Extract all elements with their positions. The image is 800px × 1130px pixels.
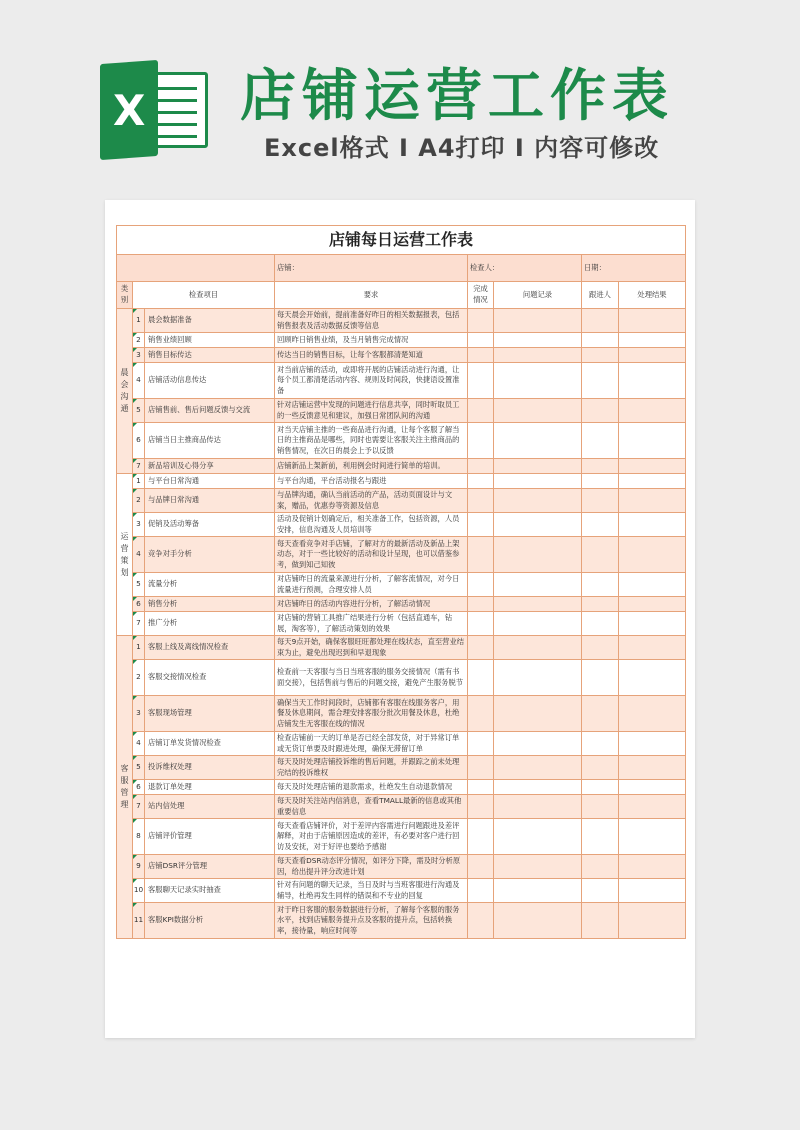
row-number: 10 xyxy=(133,879,145,903)
row-number: 6 xyxy=(133,423,145,459)
follower-cell[interactable] xyxy=(582,855,619,879)
table-row xyxy=(117,756,686,780)
issues-cell[interactable] xyxy=(494,474,582,489)
result-cell[interactable] xyxy=(619,780,686,795)
requirement-cell: 每天及时处理店铺投诉维的售后问题，并跟踪之前未处理完结的投诉维权 xyxy=(275,756,468,780)
item-cell: 店铺活动信息传达 xyxy=(145,363,275,399)
issues-cell[interactable] xyxy=(494,333,582,348)
item-cell: 销售分析 xyxy=(145,597,275,612)
requirement-cell: 每天查看店铺评价，对于差评内容需进行问题跟进及差评解释，对由于店铺原因造成的差评，有必要对客户进行回访及安抚，对于好评也要给予感谢 xyxy=(275,819,468,855)
status-cell[interactable] xyxy=(468,333,494,348)
col-item: 检查项目 xyxy=(133,282,275,309)
row-number: 2 xyxy=(133,333,145,348)
item-cell: 客服交接情况检查 xyxy=(145,660,275,696)
issues-cell[interactable] xyxy=(494,780,582,795)
issues-cell[interactable] xyxy=(494,732,582,756)
row-number: 5 xyxy=(133,756,145,780)
col-requirement: 要求 xyxy=(275,282,468,309)
requirement-cell: 与平台沟通，平台活动报名与跟进 xyxy=(275,474,468,489)
table-row xyxy=(117,795,686,819)
result-cell[interactable] xyxy=(619,423,686,459)
row-number: 1 xyxy=(133,309,145,333)
category-cell: 客服管理 xyxy=(117,636,133,939)
status-cell[interactable] xyxy=(468,489,494,513)
issues-cell[interactable] xyxy=(494,363,582,399)
follower-cell[interactable] xyxy=(582,348,619,363)
status-cell[interactable] xyxy=(468,309,494,333)
follower-cell[interactable] xyxy=(582,732,619,756)
status-cell[interactable] xyxy=(468,795,494,819)
item-cell: 推广分析 xyxy=(145,612,275,636)
row-number: 3 xyxy=(133,696,145,732)
result-cell[interactable] xyxy=(619,489,686,513)
row-number: 4 xyxy=(133,732,145,756)
result-cell[interactable] xyxy=(619,309,686,333)
follower-cell[interactable] xyxy=(582,597,619,612)
item-cell: 站内信处理 xyxy=(145,795,275,819)
result-cell[interactable] xyxy=(619,756,686,780)
col-category: 类别 xyxy=(117,282,133,309)
issues-cell[interactable] xyxy=(494,489,582,513)
date-label[interactable]: 日期： xyxy=(582,255,686,282)
result-cell[interactable] xyxy=(619,333,686,348)
issues-cell[interactable] xyxy=(494,879,582,903)
item-cell: 流量分析 xyxy=(145,573,275,597)
table-row xyxy=(117,309,686,333)
issues-cell[interactable] xyxy=(494,819,582,855)
row-number: 7 xyxy=(133,612,145,636)
result-cell[interactable] xyxy=(619,903,686,939)
issues-cell[interactable] xyxy=(494,636,582,660)
item-cell: 新品培训及心得分享 xyxy=(145,459,275,474)
table-row xyxy=(117,459,686,474)
follower-cell[interactable] xyxy=(582,795,619,819)
issues-cell[interactable] xyxy=(494,537,582,573)
item-cell: 晨会数据准备 xyxy=(145,309,275,333)
result-cell[interactable] xyxy=(619,696,686,732)
status-cell[interactable] xyxy=(468,573,494,597)
issues-cell[interactable] xyxy=(494,399,582,423)
row-number: 11 xyxy=(133,903,145,939)
result-cell[interactable] xyxy=(619,399,686,423)
table-row xyxy=(117,636,686,660)
follower-cell[interactable] xyxy=(582,399,619,423)
follower-cell[interactable] xyxy=(582,423,619,459)
col-status: 完成情况 xyxy=(468,282,494,309)
info-blank xyxy=(117,255,275,282)
status-cell[interactable] xyxy=(468,348,494,363)
result-cell[interactable] xyxy=(619,459,686,474)
row-number: 5 xyxy=(133,399,145,423)
follower-cell[interactable] xyxy=(582,489,619,513)
row-number: 4 xyxy=(133,363,145,399)
table-row xyxy=(117,879,686,903)
table-row xyxy=(117,573,686,597)
item-cell: 销售业绩回顾 xyxy=(145,333,275,348)
table-row xyxy=(117,612,686,636)
item-cell: 店铺售前、售后问题反馈与交流 xyxy=(145,399,275,423)
result-cell[interactable] xyxy=(619,348,686,363)
status-cell[interactable] xyxy=(468,879,494,903)
result-cell[interactable] xyxy=(619,819,686,855)
status-cell[interactable] xyxy=(468,459,494,474)
operations-table xyxy=(116,225,686,939)
issues-cell[interactable] xyxy=(494,597,582,612)
item-cell: 客服上线及离线情况检查 xyxy=(145,636,275,660)
row-number: 3 xyxy=(133,348,145,363)
item-cell: 客服KPI数据分析 xyxy=(145,903,275,939)
sheet-title: 店铺每日运营工作表 xyxy=(117,226,686,255)
status-cell[interactable] xyxy=(468,780,494,795)
follower-cell[interactable] xyxy=(582,660,619,696)
requirement-cell: 每天查看竞争对手店铺，了解对方的最新活动及新品上架动态，对于一些比较好的活动和设计呈现，也可以借鉴参考，做到知己知彼 xyxy=(275,537,468,573)
follower-cell[interactable] xyxy=(582,903,619,939)
row-number: 7 xyxy=(133,459,145,474)
status-cell[interactable] xyxy=(468,537,494,573)
status-cell[interactable] xyxy=(468,819,494,855)
table-row xyxy=(117,423,686,459)
item-cell: 与平台日常沟通 xyxy=(145,474,275,489)
col-issues: 问题记录 xyxy=(494,282,582,309)
requirement-cell: 对当天店铺主推的一些商品进行沟通，让每个客服了解当日的主推商品是哪些，同时也需要让客服关注主推商品的销售情况，在次日的晨会上予以反馈 xyxy=(275,423,468,459)
follower-cell[interactable] xyxy=(582,636,619,660)
requirement-cell: 对店铺昨日的流量来源进行分析，了解客流情况，对今日流量进行预测，合理安排人员 xyxy=(275,573,468,597)
issues-cell[interactable] xyxy=(494,348,582,363)
status-cell[interactable] xyxy=(468,756,494,780)
col-follower: 跟进人 xyxy=(582,282,619,309)
category-cell: 运营策划 xyxy=(117,474,133,636)
requirement-cell: 检查前一天客服与当日当班客服的服务交接情况（需有书面交接），包括售前与售后的问题交接，避免产生服务脱节 xyxy=(275,660,468,696)
table-row xyxy=(117,474,686,489)
table-row xyxy=(117,597,686,612)
status-cell[interactable] xyxy=(468,732,494,756)
item-cell: 与品牌日常沟通 xyxy=(145,489,275,513)
requirement-cell: 对店铺的营销工具推广结果进行分析（包括直通车，钻展，淘客等），了解活动策划的效果 xyxy=(275,612,468,636)
issues-cell[interactable] xyxy=(494,309,582,333)
item-cell: 店铺订单发货情况检查 xyxy=(145,732,275,756)
row-number: 3 xyxy=(133,513,145,537)
item-cell: 客服聊天记录实时抽查 xyxy=(145,879,275,903)
item-cell: 店铺当日主推商品传达 xyxy=(145,423,275,459)
follower-cell[interactable] xyxy=(582,612,619,636)
table-row xyxy=(117,513,686,537)
result-cell[interactable] xyxy=(619,795,686,819)
header xyxy=(0,0,800,190)
status-cell[interactable] xyxy=(468,513,494,537)
column-header-row xyxy=(117,282,686,309)
row-number: 4 xyxy=(133,537,145,573)
issues-cell[interactable] xyxy=(494,903,582,939)
requirement-cell: 回顾昨日销售业绩，及当月销售完成情况 xyxy=(275,333,468,348)
item-cell: 竞争对手分析 xyxy=(145,537,275,573)
requirement-cell: 针对店铺运营中发现的问题进行信息共享，同时听取员工的一些反馈意见和建议，加强日常团队间的沟通 xyxy=(275,399,468,423)
issues-cell[interactable] xyxy=(494,513,582,537)
status-cell[interactable] xyxy=(468,903,494,939)
status-cell[interactable] xyxy=(468,399,494,423)
table-row xyxy=(117,855,686,879)
requirement-cell: 传达当日的销售目标，让每个客服都清楚知道 xyxy=(275,348,468,363)
row-number: 9 xyxy=(133,855,145,879)
status-cell[interactable] xyxy=(468,363,494,399)
table-row xyxy=(117,348,686,363)
follower-cell[interactable] xyxy=(582,459,619,474)
worksheet-paper xyxy=(105,200,695,1038)
shop-label[interactable]: 店铺： xyxy=(275,255,468,282)
follower-cell[interactable] xyxy=(582,819,619,855)
table-row xyxy=(117,333,686,348)
status-cell[interactable] xyxy=(468,474,494,489)
issues-cell[interactable] xyxy=(494,855,582,879)
result-cell[interactable] xyxy=(619,732,686,756)
issues-cell[interactable] xyxy=(494,696,582,732)
result-cell[interactable] xyxy=(619,597,686,612)
issues-cell[interactable] xyxy=(494,660,582,696)
table-row xyxy=(117,780,686,795)
requirement-cell: 对于昨日客服的服务数据进行分析，了解每个客服的服务水平，找到店铺服务提升点及客服的提升点，包括转换率，接待量，响应时间等 xyxy=(275,903,468,939)
category-cell: 晨会沟通 xyxy=(117,309,133,474)
table-row xyxy=(117,537,686,573)
item-cell: 促销及活动筹备 xyxy=(145,513,275,537)
issues-cell[interactable] xyxy=(494,459,582,474)
result-cell[interactable] xyxy=(619,855,686,879)
requirement-cell: 每天晨会开始前，提前准备好昨日的相关数据报表，包括销售报表及活动数据反馈等信息 xyxy=(275,309,468,333)
row-number: 6 xyxy=(133,597,145,612)
follower-cell[interactable] xyxy=(582,537,619,573)
row-number: 1 xyxy=(133,474,145,489)
row-number: 7 xyxy=(133,795,145,819)
requirement-cell: 每天及时处理店铺的退款需求，杜绝发生自动退款情况 xyxy=(275,780,468,795)
follower-cell[interactable] xyxy=(582,879,619,903)
requirement-cell: 每天及时关注站内信消息，查看TMALL最新的信息或其他重要信息 xyxy=(275,795,468,819)
result-cell[interactable] xyxy=(619,513,686,537)
item-cell: 投诉维权处理 xyxy=(145,756,275,780)
follower-cell[interactable] xyxy=(582,756,619,780)
row-number: 8 xyxy=(133,819,145,855)
requirement-cell: 每天查看DSR动态评分情况，如评分下降，需及时分析原因，给出提升评分改进计划 xyxy=(275,855,468,879)
status-cell[interactable] xyxy=(468,636,494,660)
table-row xyxy=(117,363,686,399)
col-result: 处理结果 xyxy=(619,282,686,309)
item-cell: 退款订单处理 xyxy=(145,780,275,795)
requirement-cell: 对店铺昨日的活动内容进行分析，了解活动情况 xyxy=(275,597,468,612)
table-row xyxy=(117,696,686,732)
requirement-cell: 针对有问题的聊天记录，当日及时与当班客服进行沟通及辅导，杜绝再发生同样的错误和不专业的回复 xyxy=(275,879,468,903)
result-cell[interactable] xyxy=(619,612,686,636)
row-number: 1 xyxy=(133,636,145,660)
table-row xyxy=(117,399,686,423)
excel-logo-icon xyxy=(100,62,210,158)
status-cell[interactable] xyxy=(468,696,494,732)
follower-cell[interactable] xyxy=(582,696,619,732)
sheet-title-row xyxy=(117,226,686,255)
result-cell[interactable] xyxy=(619,474,686,489)
status-cell[interactable] xyxy=(468,597,494,612)
page-title: 店铺运营工作表 xyxy=(240,64,674,129)
status-cell[interactable] xyxy=(468,855,494,879)
follower-cell[interactable] xyxy=(582,363,619,399)
row-number: 5 xyxy=(133,573,145,597)
status-cell[interactable] xyxy=(468,423,494,459)
row-number: 6 xyxy=(133,780,145,795)
item-cell: 店铺评价管理 xyxy=(145,819,275,855)
page-subtitle: Excel格式 I A4打印 I 内容可修改 xyxy=(264,134,660,162)
issues-cell[interactable] xyxy=(494,573,582,597)
issues-cell[interactable] xyxy=(494,423,582,459)
excel-badge xyxy=(100,60,158,160)
table-row xyxy=(117,819,686,855)
result-cell[interactable] xyxy=(619,879,686,903)
table-row xyxy=(117,732,686,756)
item-cell: 店铺DSR评分管理 xyxy=(145,855,275,879)
requirement-cell: 检查店铺前一天的订单是否已经全部发货，对于异常订单或无货订单要及时跟进处理，确保无滞留订单 xyxy=(275,732,468,756)
result-cell[interactable] xyxy=(619,573,686,597)
requirement-cell: 对当前店铺的活动，或即将开展的店铺活动进行沟通，让每个员工都清楚活动内容、规则及时间段，快捷语设置准备 xyxy=(275,363,468,399)
follower-cell[interactable] xyxy=(582,513,619,537)
result-cell[interactable] xyxy=(619,636,686,660)
requirement-cell: 活动及促销计划确定后，相关准备工作，包括资源，人员安排，信息沟通及人员培训等 xyxy=(275,513,468,537)
requirement-cell: 确保当天工作时间段时，店铺都有客服在线服务客户，用餐及休息期间，需合理安排客服分批次用餐及休息，杜绝店铺发生无客服在线的情况 xyxy=(275,696,468,732)
table-row xyxy=(117,489,686,513)
issues-cell[interactable] xyxy=(494,795,582,819)
row-number: 2 xyxy=(133,660,145,696)
follower-cell[interactable] xyxy=(582,474,619,489)
info-row xyxy=(117,255,686,282)
result-cell[interactable] xyxy=(619,660,686,696)
follower-cell[interactable] xyxy=(582,780,619,795)
status-cell[interactable] xyxy=(468,660,494,696)
logo-letter: X xyxy=(112,85,146,135)
follower-cell[interactable] xyxy=(582,309,619,333)
follower-cell[interactable] xyxy=(582,333,619,348)
status-cell[interactable] xyxy=(468,612,494,636)
issues-cell[interactable] xyxy=(494,612,582,636)
table-row xyxy=(117,903,686,939)
requirement-cell: 与品牌沟通，确认当前活动的产品，活动页面设计与文案，赠品，优惠券等资源及信息 xyxy=(275,489,468,513)
requirement-cell: 每天9点开始，确保客服旺旺都处理在线状态，直至营业结束为止，避免出现迟到和早退现象 xyxy=(275,636,468,660)
issues-cell[interactable] xyxy=(494,756,582,780)
inspector-label[interactable]: 检查人： xyxy=(468,255,582,282)
requirement-cell: 店铺新品上架新前，利用例会时间进行简单的培训。 xyxy=(275,459,468,474)
result-cell[interactable] xyxy=(619,363,686,399)
row-number: 2 xyxy=(133,489,145,513)
item-cell: 客服现场管理 xyxy=(145,696,275,732)
follower-cell[interactable] xyxy=(582,573,619,597)
result-cell[interactable] xyxy=(619,537,686,573)
table-row xyxy=(117,660,686,696)
item-cell: 销售目标传达 xyxy=(145,348,275,363)
